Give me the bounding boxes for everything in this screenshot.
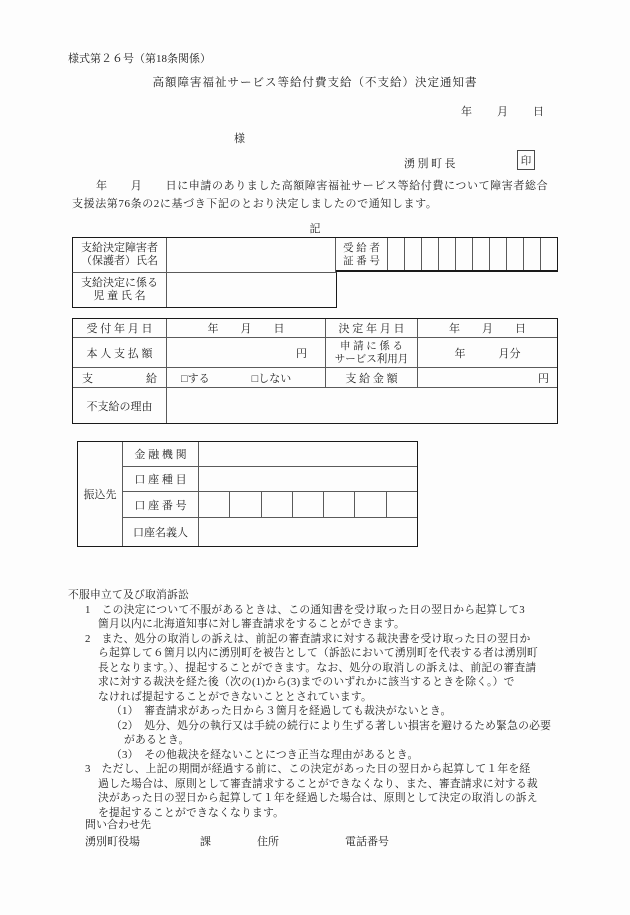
- certificate-digit-box: [540, 238, 557, 272]
- reception-date-field: 年 月 日: [167, 319, 326, 337]
- account-holder-row: [123, 518, 417, 546]
- service-month-field: 年 月分: [454, 347, 521, 360]
- body-paragraph-line1: 年 月 日に申請のありました高額障害福祉サービス等給付費について障害者総合: [96, 180, 549, 192]
- recipient-name-label: 支給決定障害者 （保護者）氏名: [73, 238, 167, 272]
- bank-label: 金 融 機 関: [123, 442, 199, 466]
- child-name-label: 支給決定に係る 児 童 氏 名: [73, 273, 167, 307]
- decision-table: [72, 318, 558, 424]
- appeal-text-line: 決があった日の翌日から起算して１年を経過した場合は、原則として決定の取消しの訴え: [98, 792, 538, 804]
- yen-unit: 円: [296, 347, 307, 360]
- account-digit-box: [261, 492, 292, 517]
- certificate-digit-box: [506, 238, 523, 272]
- appeal-text-line: を提起することができなくなります。: [98, 806, 285, 819]
- decision-table-row-dates: [73, 319, 557, 338]
- appeal-lines: [68, 603, 573, 821]
- account-digit-box: [354, 492, 385, 517]
- account-number-row: [123, 492, 417, 518]
- certificate-digit-box: [438, 238, 455, 272]
- certificate-number-boxes: [388, 238, 557, 272]
- contact-line: [0, 833, 630, 847]
- certificate-number-label: 受 給 者 証 番 号: [336, 238, 388, 272]
- account-digit-box: [199, 492, 229, 517]
- decision-table-row-denial: [73, 388, 557, 423]
- checkbox-grant-no: □しない: [251, 372, 292, 385]
- account-type-label: 口 座 種 目: [123, 467, 199, 491]
- grant-amount-label: 支 給 金 額: [326, 368, 418, 387]
- account-digit-box: [386, 492, 417, 517]
- appeal-section: [68, 588, 573, 820]
- account-digit-box: [229, 492, 260, 517]
- checkbox-grant-yes: □する: [181, 372, 210, 385]
- form-number: 様式第２６号（第18条関係）: [68, 53, 211, 65]
- account-digit-box: [292, 492, 323, 517]
- appeal-text-line: （2） 処分、処分の執行又は手続の続行により生ずる著しい損害を避けるため緊急の必要: [111, 719, 552, 732]
- contact-address: 住所: [257, 836, 279, 848]
- recipient-table-row1: [72, 237, 558, 272]
- certificate-digit-box: [523, 238, 540, 272]
- appeal-text-line: 2 また、処分の取消しの訴えは、前記の審査請求に対する裁決書を受け取った日の翌日か: [85, 632, 531, 645]
- recipient-name-field: [167, 238, 336, 272]
- appeal-text-line: 過した場合は、原則として審査請求することができなくなり、また、審査請求に対する裁: [98, 777, 538, 790]
- contact-heading: 問い合わせ先: [85, 819, 151, 831]
- grant-amount-field: [418, 368, 557, 387]
- seal-mark: 印: [517, 150, 535, 170]
- self-payment-label: 本 人 支 払 額: [73, 338, 167, 367]
- body-paragraph-line2: 支援法第76条の2に基づき下記のとおり決定しましたので通知します。: [72, 198, 438, 210]
- decision-date-field: 年 月 日: [449, 323, 526, 335]
- table-border-segment: [336, 270, 558, 272]
- yen-unit: 円: [538, 372, 549, 385]
- issue-date-line: 年 月 日: [461, 106, 545, 118]
- addressee-suffix: 様: [234, 133, 245, 145]
- certificate-digit-box: [455, 238, 472, 272]
- bank-transfer-table: [77, 441, 418, 547]
- appeal-text-line: 箇月以内に北海道知事に対し審査請求をすることができます。: [98, 618, 406, 630]
- record-marker: 記: [309, 223, 321, 235]
- account-digit-box: [323, 492, 354, 517]
- decision-table-row-grant: [73, 368, 557, 388]
- decision-table-row-payment: [73, 338, 557, 368]
- appeal-heading: 不服申立て及び取消訴訟: [68, 589, 189, 601]
- contact-office: 湧別町役場: [85, 836, 140, 848]
- certificate-digit-box: [489, 238, 506, 272]
- self-payment-field: [167, 338, 326, 367]
- recipient-table-row2: [72, 272, 337, 308]
- appeal-text-line: 1 この決定について不服があるときは、この通知書を受け取った日の翌日から起算して3: [85, 603, 525, 616]
- account-holder-field: [199, 518, 417, 546]
- appeal-text-line: （1） 審査請求があった日から３箇月を経過しても裁決がないとき。: [111, 705, 452, 717]
- certificate-digit-box: [404, 238, 421, 272]
- denial-reason-label: 不支給の理由: [73, 388, 167, 423]
- contact-phone: 電話番号: [345, 836, 389, 848]
- appeal-text-line: ら起算して６箇月以内に湧別町を被告として（訴訟において湧別町を代表する者は湧別町: [98, 647, 538, 659]
- appeal-text-line: 3 ただし、上記の期間が経過する前に、この決定があった日の翌日から起算して１年を経: [85, 763, 531, 775]
- reception-date-label: 受 付 年 月 日: [73, 319, 167, 337]
- grant-options: [167, 368, 326, 387]
- appeal-text-line: （3） その他裁決を経ないことにつき正当な理由があるとき。: [111, 748, 419, 761]
- certificate-digit-box: [388, 238, 404, 272]
- document-title: 高額障害福祉サービス等給付費支給（不支給）決定通知書: [152, 77, 478, 89]
- certificate-digit-box: [421, 238, 438, 272]
- transfer-destination-label: 振込先: [78, 442, 123, 546]
- appeal-text-line: 長となります。）、提起することができます。なお、処分の取消しの訴えは、前記の審査請: [98, 661, 537, 674]
- issuer-name: 湧別町長: [404, 158, 458, 170]
- contact-section: 課: [200, 836, 211, 848]
- account-number-boxes: [199, 492, 417, 517]
- bank-row: [123, 442, 417, 467]
- child-name-field: [167, 273, 336, 307]
- service-month-label: 申 請 に 係 る サービス利用月: [326, 338, 418, 367]
- account-type-field: [199, 467, 417, 491]
- account-number-label: 口 座 番 号: [123, 492, 199, 517]
- appeal-text-line: 求に対する裁決を経た後（次の(1)から(3)までのいずれかに該当するときを除く。）で: [98, 676, 515, 688]
- denial-reason-field: [167, 388, 557, 423]
- account-type-row: [123, 467, 417, 492]
- appeal-text-line: なければ提起することができないこととされています。: [98, 690, 373, 703]
- decision-date-label: 決 定 年 月 日: [326, 319, 418, 337]
- appeal-text-line: があるとき。: [124, 734, 190, 746]
- account-holder-label: 口座名義人: [123, 518, 199, 546]
- grant-label: 支 給: [73, 368, 167, 387]
- certificate-digit-box: [472, 238, 489, 272]
- bank-field: [199, 442, 417, 466]
